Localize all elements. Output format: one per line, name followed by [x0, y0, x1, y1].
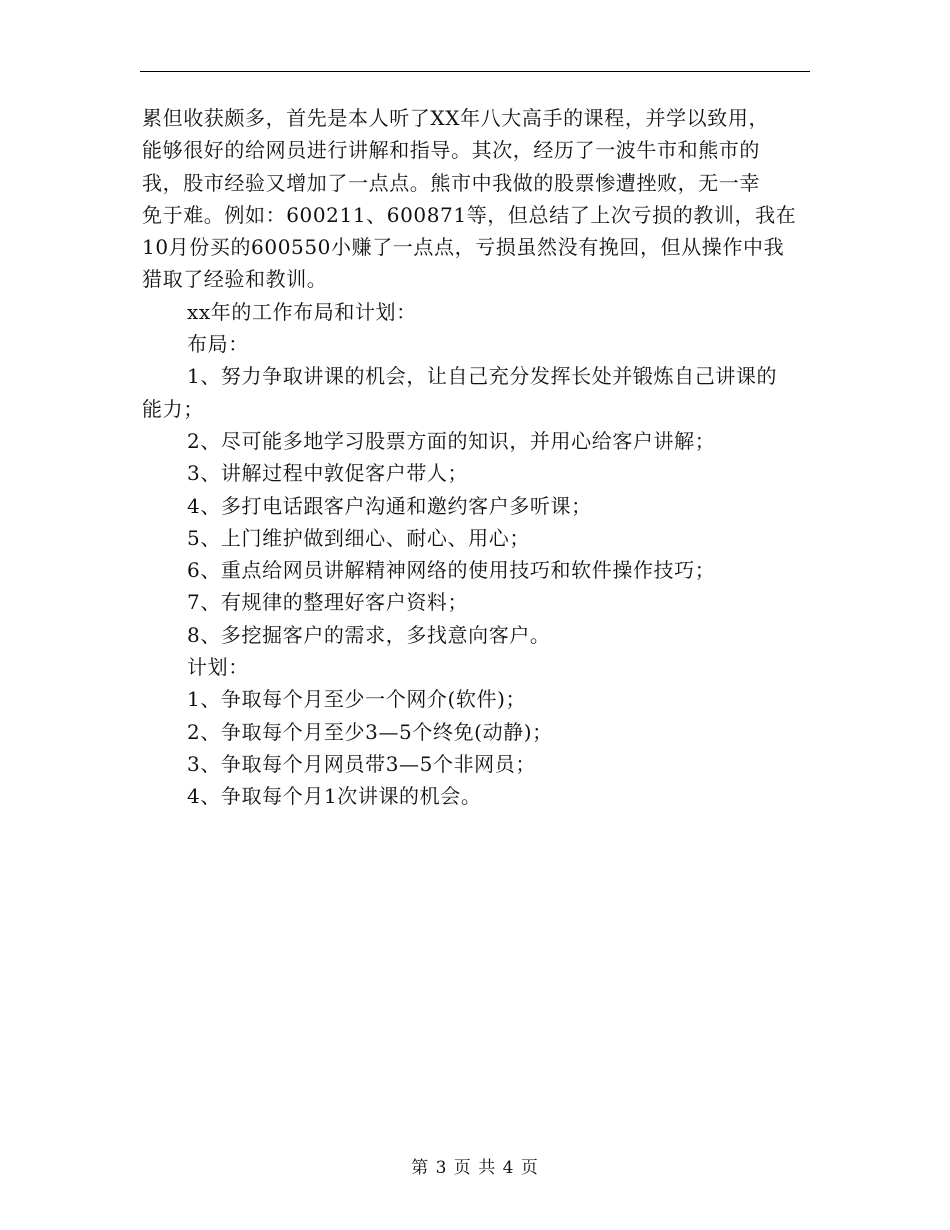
layout-item: 8、多挖掘客户的需求，多找意向客户。	[187, 622, 551, 647]
plan-item: 4、争取每个月1次讲课的机会。	[187, 784, 482, 809]
paragraph-line: 10月份买的600550小赚了一点点，亏损虽然没有挽回，但从操作中我	[142, 235, 785, 260]
page-number: 第 3 页 共 4 页	[411, 1158, 539, 1178]
plan-heading: xx年的工作布局和计划：	[187, 299, 417, 324]
plan-item: 2、争取每个月至少3—5个终免(动静)；	[187, 719, 553, 744]
layout-item: 6、重点给网员讲解精神网络的使用技巧和软件操作技巧；	[187, 558, 716, 583]
layout-item-continuation: 能力；	[142, 396, 204, 421]
paragraph-line: 猎取了经验和教训。	[142, 267, 328, 292]
plan-sub-heading: 计划：	[187, 655, 249, 680]
layout-item: 7、有规律的整理好客户资料；	[187, 590, 469, 615]
layout-heading: 布局：	[187, 332, 249, 357]
paragraph-line: 我，股市经验又增加了一点点。熊市中我做的股票惨遭挫败，无一幸	[142, 170, 760, 195]
header-rule	[140, 71, 810, 72]
layout-item: 5、上门维护做到细心、耐心、用心；	[187, 525, 530, 550]
document-body	[142, 102, 812, 813]
paragraph-line: 免于难。例如：600211、600871等，但总结了上次亏损的教训，我在	[142, 202, 797, 227]
plan-item: 3、争取每个月网员带3—5个非网员；	[187, 751, 536, 776]
paragraph-line: 累但收获颇多，首先是本人听了XX年八大高手的课程，并学以致用，	[142, 106, 770, 130]
layout-item: 1、努力争取讲课的机会，让自己充分发挥长处并锻炼自己讲课的	[187, 364, 778, 389]
layout-item: 2、尽可能多地学习股票方面的知识，并用心给客户讲解；	[187, 428, 716, 453]
plan-item: 1、争取每个月至少一个网介(软件)；	[187, 687, 527, 712]
layout-item: 4、多打电话跟客户沟通和邀约客户多听课；	[187, 493, 592, 518]
paragraph-line: 能够很好的给网员进行讲解和指导。其次，经历了一波牛市和熊市的	[142, 138, 760, 163]
layout-item: 3、讲解过程中敦促客户带人；	[187, 461, 469, 486]
